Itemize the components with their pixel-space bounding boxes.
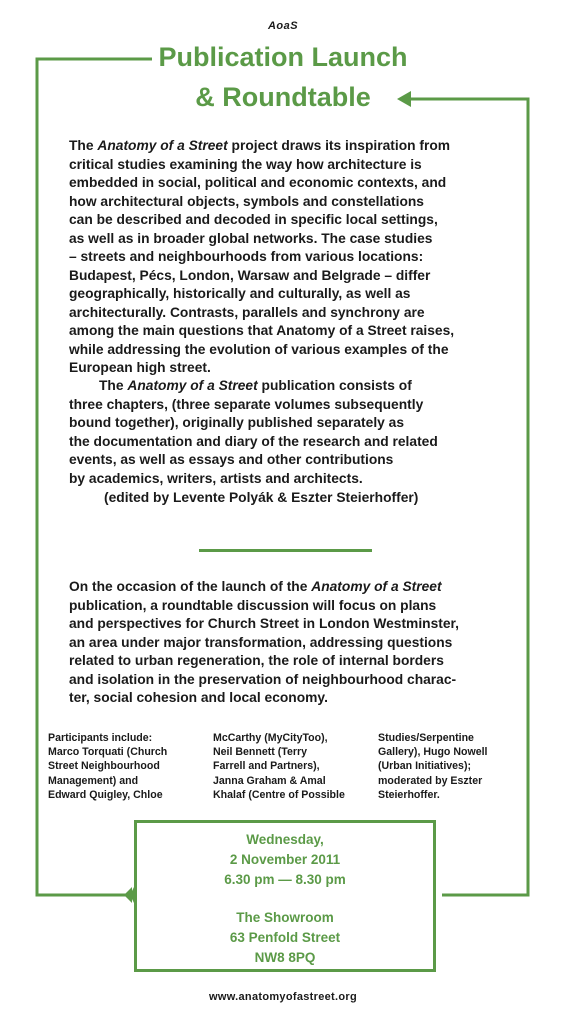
text-line xyxy=(69,304,499,323)
text-run: Budapest, Pécs, London, Warsaw and Belgrade – differ xyxy=(69,267,431,283)
text-line xyxy=(69,341,499,360)
participants-col-3 xyxy=(378,731,488,802)
text-line xyxy=(69,414,499,433)
text-run: project draws its inspiration from xyxy=(227,138,451,153)
text-line xyxy=(69,634,499,653)
participant-line: Edward Quigley, Chloe xyxy=(48,788,163,801)
participants-col-2 xyxy=(213,731,345,802)
text-run: architecturally. Contrasts, parallels and synchrony are xyxy=(69,304,425,320)
event-date: 2 November 2011 xyxy=(229,852,341,867)
participant-line: Participants include: xyxy=(48,732,153,744)
text-line xyxy=(69,285,499,304)
text-line xyxy=(69,597,499,616)
text-run: publication, a roundtable discussion will focus on plans xyxy=(69,597,437,613)
participant-line: Neil Bennett (Terry xyxy=(213,746,307,759)
venue-street: 63 Penfold Street xyxy=(229,930,341,945)
participant-line: Steierhoffer. xyxy=(378,788,440,801)
participant-line: moderated by Eszter xyxy=(378,774,483,787)
intro-paragraph xyxy=(69,137,499,378)
text-run: bound together), originally published separately as xyxy=(69,415,405,430)
italic-title: Anatomy of a Street xyxy=(311,579,442,594)
text-run: among the main questions that Anatomy of a Street raises, xyxy=(69,323,455,338)
text-run: can be described and decoded in specific local settings, xyxy=(69,212,438,227)
text-line xyxy=(69,156,499,175)
text-run: ter, social cohesion and local economy. xyxy=(69,690,328,705)
participant-line: Khalaf (Centre of Possible xyxy=(213,788,345,801)
text-line xyxy=(69,652,499,671)
participants-col-1 xyxy=(48,731,167,802)
text-run: publication consists of xyxy=(257,378,412,393)
text-line xyxy=(69,578,499,597)
text-run: by academics, writers, artists and architects. xyxy=(69,470,363,486)
divider xyxy=(199,549,372,552)
text-run: geographically, historically and culturally, as well as xyxy=(69,286,411,301)
text-line xyxy=(69,248,499,267)
participant-line: Marco Torquati (Church xyxy=(48,746,168,759)
text-run: On the occasion of the launch of the xyxy=(69,579,312,594)
participant-line: (Urban Initiatives); xyxy=(378,760,472,773)
page-title-line-2: & Roundtable xyxy=(195,82,371,112)
publication-paragraph xyxy=(69,377,499,488)
text-line xyxy=(69,230,499,249)
kicker-logo: AoaS xyxy=(267,20,299,32)
participant-line: Janna Graham & Amal xyxy=(213,774,326,787)
event-day: Wednesday, xyxy=(246,832,324,847)
text-line xyxy=(69,359,499,378)
event-time: 6.30 pm — 8.30 pm xyxy=(224,872,346,887)
text-line xyxy=(69,470,499,489)
text-run: three chapters, (three separate volumes subsequently xyxy=(69,396,424,412)
text-run: and isolation in the preservation of neighbourhood charac- xyxy=(69,671,457,687)
text-run: as well as in broader global networks. The case studies xyxy=(69,230,433,246)
text-line xyxy=(69,267,499,286)
text-run: an area under major transformation, addressing questions xyxy=(69,634,453,650)
italic-title: Anatomy of a Street xyxy=(97,138,228,153)
event-venue xyxy=(134,908,436,968)
event-datetime xyxy=(134,830,436,890)
participant-line: Gallery), Hugo Nowell xyxy=(378,746,488,759)
text-line xyxy=(69,671,499,690)
text-run: The xyxy=(99,378,128,393)
text-line xyxy=(69,322,499,341)
text-run: – streets and neighbourhoods from various locations: xyxy=(69,249,424,264)
text-line xyxy=(69,451,499,470)
text-run: The xyxy=(69,138,98,153)
venue-postcode: NW8 8PQ xyxy=(254,950,316,965)
italic-title: Anatomy of a Street xyxy=(127,378,258,393)
text-run: the documentation and diary of the research and related xyxy=(69,433,438,449)
roundtable-paragraph xyxy=(69,578,499,708)
text-line xyxy=(69,211,499,230)
text-line xyxy=(69,433,499,452)
text-run: embedded in social, political and economic contexts, and xyxy=(69,175,447,190)
participant-line: Street Neighbourhood xyxy=(48,760,160,773)
participant-line: Farrell and Partners), xyxy=(213,760,320,773)
text-run: related to urban regeneration, the role of internal borders xyxy=(69,653,444,668)
text-run: while addressing the evolution of various examples of the xyxy=(69,341,449,357)
text-run: European high street. xyxy=(69,360,211,375)
text-line xyxy=(69,137,499,156)
arrow-right-icon xyxy=(124,887,132,903)
text-line xyxy=(69,615,499,634)
text-run: and perspectives for Church Street in London Westminster, xyxy=(69,616,459,631)
venue-name: The Showroom xyxy=(236,910,334,925)
text-line xyxy=(69,174,499,193)
text-line xyxy=(69,689,499,708)
participant-line: Studies/Serpentine xyxy=(378,732,474,744)
text-line xyxy=(69,193,499,212)
editor-credit: (edited by Levente Polyák & Eszter Steierhoffer) xyxy=(104,490,419,505)
text-run: critical studies examining the way how architecture is xyxy=(69,156,422,172)
text-line xyxy=(69,377,499,396)
text-run: events, as well as essays and other contributions xyxy=(69,452,394,467)
text-line xyxy=(69,396,499,415)
participant-line: McCarthy (MyCityToo), xyxy=(213,732,328,744)
text-run: how architectural objects, symbols and constellations xyxy=(69,193,424,209)
participant-line: Management) and xyxy=(48,774,139,787)
website-link[interactable]: www.anatomyofastreet.org xyxy=(209,991,357,1003)
page-title-line-1: Publication Launch xyxy=(158,42,408,72)
